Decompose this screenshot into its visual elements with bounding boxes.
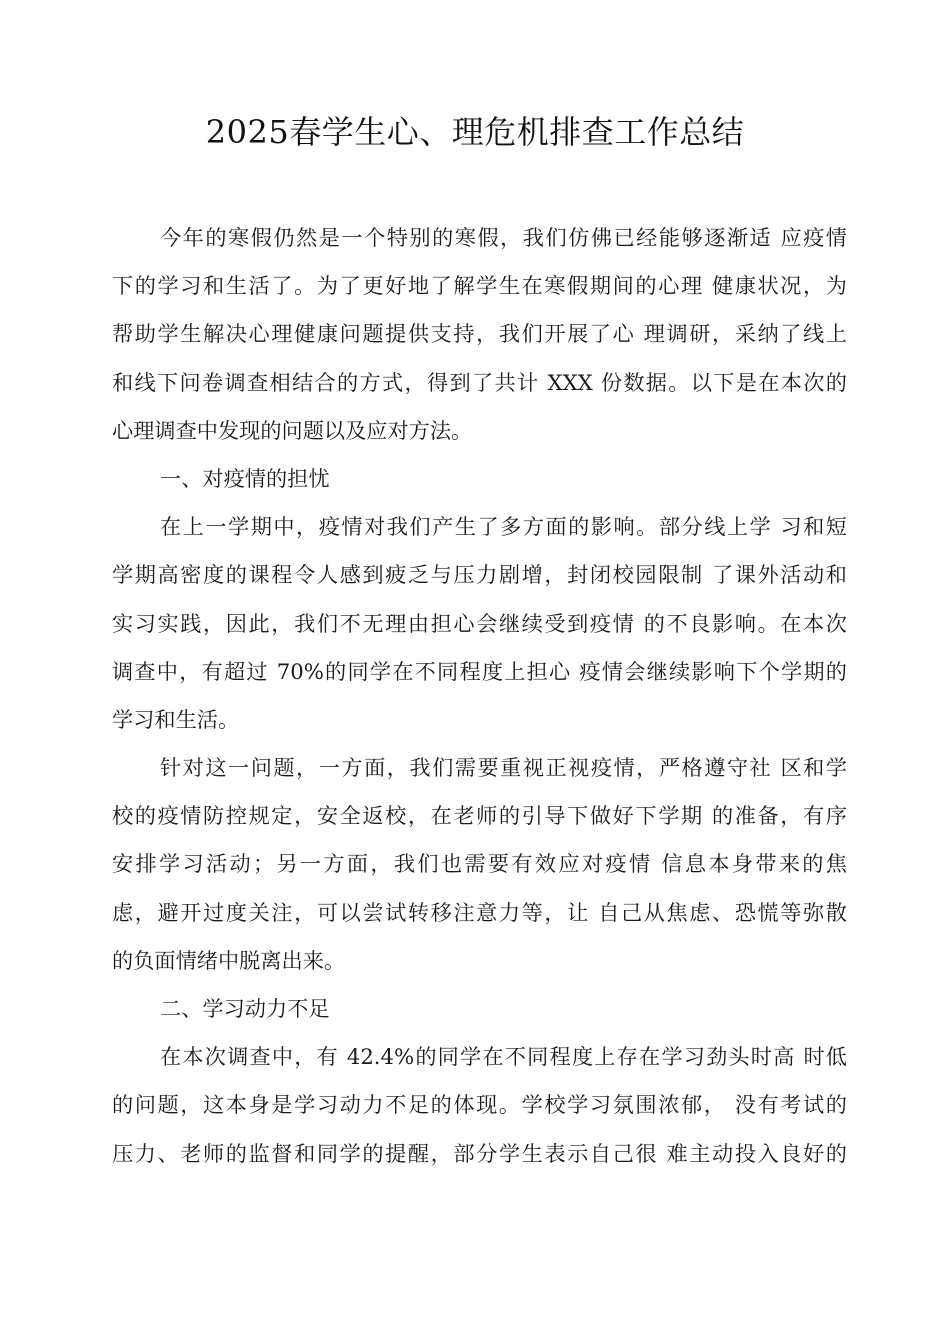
body-line: 在上一学期中，疫情对我们产生了多方面的影响。部分线上学 习和短 [160, 514, 847, 540]
body-line: 学期高密度的课程令人感到疲乏与压力剧增，封闭校园限制 了课外活动和 [112, 562, 847, 588]
body-line: 帮助学生解决心理健康问题提供支持，我们开展了心 理调研，采纳了线上 [112, 321, 847, 347]
body-line: 在本次调查中，有 42.4%的同学在不同程度上存在学习劲头时高 时低 [160, 1044, 847, 1070]
body-line: 下的学习和生活了。为了更好地了解学生在寒假期间的心理 健康状况，为 [112, 273, 847, 299]
section-heading: 一、对疫情的担忧 [160, 465, 330, 491]
document-title: 2025春学生心、理危机排查工作总结 [205, 113, 745, 151]
body-line: 今年的寒假仍然是一个特别的寒假，我们仿佛已经能够逐渐适 应疫情 [160, 225, 847, 250]
body-line: 心理调查中发现的问题以及应对方法。 [112, 417, 473, 443]
body-line: 安排学习活动；另一方面，我们也需要有效应对疫情 信息本身带来的焦 [112, 851, 847, 877]
body-line: 的负面情绪中脱离出来。 [112, 947, 346, 973]
body-line: 针对这一问题，一方面，我们需要重视正视疫情，严格遵守社 区和学 [160, 755, 847, 781]
body-line: 实习实践，因此，我们不无理由担心会继续受到疫情 的不良影响。在本次 [112, 610, 847, 636]
section-heading: 二、学习动力不足 [160, 996, 330, 1021]
body-line: 虑，避开过度关注，可以尝试转移注意力等，让 自己从焦虑、恐慌等弥散 [112, 899, 847, 925]
document-body [112, 214, 847, 1178]
body-line: 压力、老师的监督和同学的提醒，部分学生表示自己很 难主动投入良好的 [112, 1140, 847, 1166]
body-line: 校的疫情防控规定，安全返校，在老师的引导下做好下学期 的准备，有序 [112, 803, 847, 829]
body-line: 的问题，这本身是学习动力不足的体现。学校学习氛围浓郁， 没有考试的 [112, 1092, 847, 1118]
body-line: 学习和生活。 [112, 706, 240, 732]
body-line: 和线下问卷调查相结合的方式，得到了共计 XXX 份数据。以下是在本次的 [112, 369, 847, 395]
body-line: 调查中，有超过 70%的同学在不同程度上担心 疫情会继续影响下个学期的 [112, 658, 847, 684]
